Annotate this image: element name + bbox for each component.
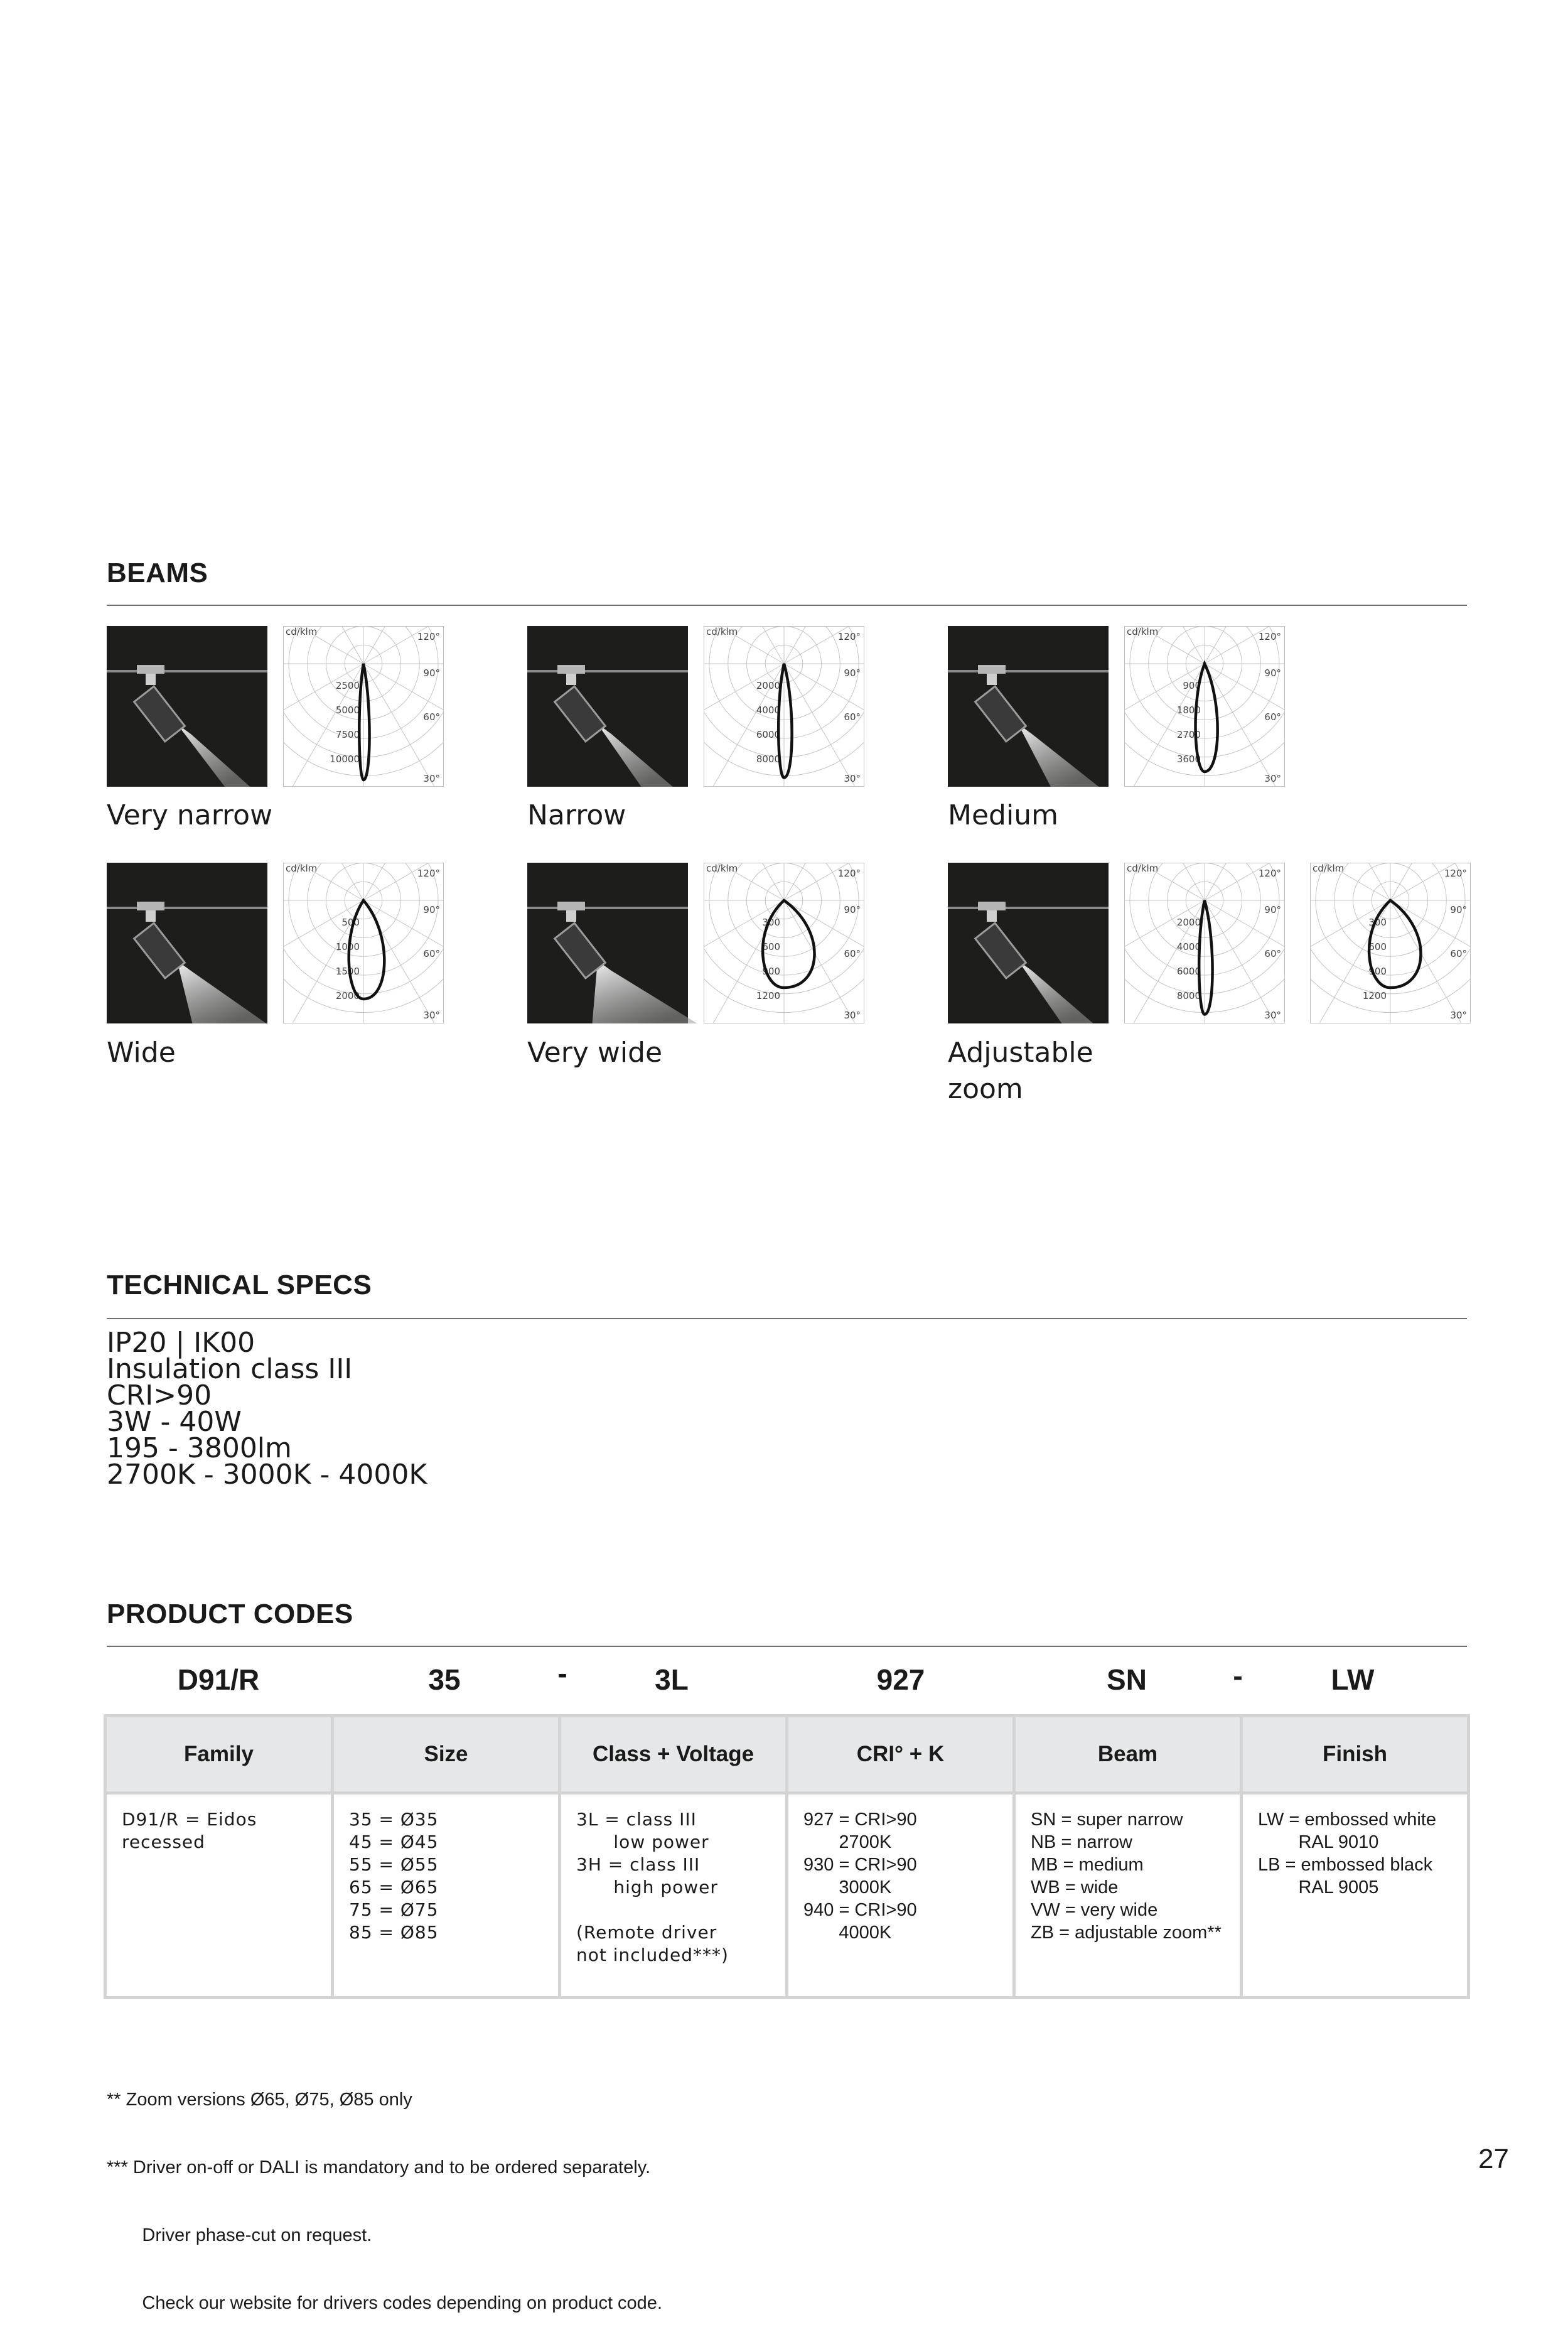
beam-photo-graphic bbox=[948, 863, 1109, 1023]
angle-label: 60° bbox=[844, 948, 861, 959]
polar-chart-zoom-narrow bbox=[1124, 863, 1285, 1023]
code-finish: LW bbox=[1331, 1663, 1375, 1696]
angle-label: 30° bbox=[844, 773, 861, 784]
cell-family: D91/R = Eidos recessed bbox=[105, 1793, 333, 1998]
page-number: 27 bbox=[1478, 2144, 1509, 2174]
angle-label: 30° bbox=[1450, 1010, 1467, 1021]
code-separator: - bbox=[557, 1657, 567, 1690]
angle-label: 90° bbox=[423, 667, 440, 679]
angle-label: 60° bbox=[423, 711, 440, 723]
scale-label: 4000 bbox=[1176, 941, 1201, 953]
table-header-row bbox=[105, 1716, 1469, 1793]
fixture-joint bbox=[146, 674, 156, 685]
cell-size: 35 = Ø35 45 = Ø45 55 = Ø55 65 = Ø65 75 = Ø75 85 = Ø85 bbox=[333, 1793, 560, 1998]
unit-label: cd/klm bbox=[286, 863, 318, 874]
fixture-trim bbox=[978, 902, 1006, 910]
fixture-trim bbox=[557, 665, 585, 674]
scale-label: 8000 bbox=[1176, 990, 1201, 1001]
beam-photo-narrow bbox=[527, 626, 688, 787]
cell-beam: SN = super narrow NB = narrow MB = medium WB = wide VW = very wide ZB = adjustable zoom** bbox=[1014, 1793, 1242, 1998]
polar-chart-graphic bbox=[1124, 626, 1285, 787]
polar-chart-graphic bbox=[283, 863, 444, 1023]
footnotes bbox=[107, 2043, 662, 2337]
angle-label: 90° bbox=[1264, 667, 1281, 679]
spec-line: 3W - 40W bbox=[107, 1406, 242, 1438]
polar-chart-zoom-wide bbox=[1310, 863, 1471, 1023]
technical-specs-divider bbox=[107, 1318, 1467, 1319]
scale-label: 900 bbox=[1368, 966, 1387, 977]
scale-label: 900 bbox=[1183, 680, 1201, 691]
scale-label: 2000 bbox=[1176, 917, 1201, 928]
scale-label: 1800 bbox=[1176, 704, 1201, 716]
beam-label-adjustable-zoom: Adjustable zoom bbox=[948, 1037, 1093, 1105]
spec-line: Insulation class III bbox=[107, 1353, 353, 1385]
scale-label: 1200 bbox=[1362, 990, 1387, 1001]
angle-label: 30° bbox=[423, 1010, 440, 1021]
unit-label: cd/klm bbox=[706, 863, 738, 874]
polar-chart-graphic bbox=[704, 626, 864, 787]
beam-photo-wide bbox=[107, 863, 267, 1023]
cell-cri-k: 927 = CRI>90 2700K 930 = CRI>90 3000K 940 = CRI>90 4000K bbox=[787, 1793, 1014, 1998]
technical-specs-title: TECHNICAL SPECS bbox=[107, 1270, 372, 1300]
polar-chart-graphic bbox=[1310, 863, 1471, 1023]
light-beam bbox=[598, 724, 673, 787]
fixture-joint bbox=[987, 674, 997, 685]
fixture-joint bbox=[146, 910, 156, 922]
code-cri-k: 927 bbox=[876, 1663, 925, 1696]
scale-label: 8000 bbox=[756, 753, 780, 765]
spec-list bbox=[107, 1327, 427, 1491]
code-size: 35 bbox=[428, 1663, 461, 1696]
scale-label: 500 bbox=[341, 917, 360, 928]
scale-label: 300 bbox=[762, 917, 780, 928]
spec-line: IP20 | IK00 bbox=[107, 1327, 255, 1359]
beam-label-medium: Medium bbox=[948, 799, 1058, 831]
unit-label: cd/klm bbox=[1127, 863, 1159, 874]
angle-label: 120° bbox=[837, 631, 861, 642]
product-codes-table bbox=[104, 1714, 1470, 1999]
cell-class-voltage: 3L = class III low power 3H = class III high power (Remote driver not included***) bbox=[560, 1793, 787, 1998]
unit-label: cd/klm bbox=[706, 626, 738, 637]
beam-photo-graphic bbox=[107, 863, 267, 1023]
beams-title: BEAMS bbox=[107, 558, 208, 588]
code-beam: SN bbox=[1107, 1663, 1147, 1696]
beam-photo-graphic bbox=[948, 626, 1109, 787]
fixture-joint bbox=[566, 910, 576, 922]
fixture-body bbox=[555, 686, 606, 742]
scale-label: 900 bbox=[762, 966, 780, 977]
spec-line: CRI>90 bbox=[107, 1379, 212, 1411]
fixture-joint bbox=[987, 910, 997, 922]
beam-label-very-wide: Very wide bbox=[527, 1037, 663, 1069]
fixture-trim bbox=[557, 902, 585, 910]
angle-label: 90° bbox=[1450, 904, 1467, 915]
product-codes-divider bbox=[107, 1646, 1467, 1647]
unit-label: cd/klm bbox=[286, 626, 318, 637]
unit-label: cd/klm bbox=[1313, 863, 1345, 874]
light-beam bbox=[593, 961, 697, 1023]
angle-label: 60° bbox=[423, 948, 440, 959]
angle-label: 120° bbox=[1258, 631, 1281, 642]
scale-label: 600 bbox=[1368, 941, 1387, 953]
scale-label: 6000 bbox=[1176, 966, 1201, 977]
angle-label: 60° bbox=[1264, 948, 1281, 959]
beam-photo-very-narrow bbox=[107, 626, 267, 787]
fixture-body bbox=[134, 923, 185, 978]
scale-label: 2000 bbox=[335, 990, 360, 1001]
scale-label: 5000 bbox=[335, 704, 360, 716]
polar-chart-graphic bbox=[1124, 863, 1285, 1023]
column-header-finish: Finish bbox=[1242, 1716, 1469, 1793]
beam-label-very-narrow: Very narrow bbox=[107, 799, 273, 831]
footnote: Check our website for drivers codes depending on product code. bbox=[107, 2293, 662, 2313]
scale-label: 6000 bbox=[756, 729, 780, 740]
angle-label: 120° bbox=[1444, 868, 1467, 879]
polar-chart-graphic bbox=[704, 863, 864, 1023]
light-beam bbox=[177, 724, 250, 787]
light-beam bbox=[1018, 961, 1093, 1023]
scale-label: 2700 bbox=[1176, 729, 1201, 740]
column-header-class-voltage: Class + Voltage bbox=[560, 1716, 787, 1793]
scale-label: 1000 bbox=[335, 941, 360, 953]
scale-label: 3600 bbox=[1176, 753, 1201, 765]
scale-label: 600 bbox=[762, 941, 780, 953]
spec-line: 195 - 3800lm bbox=[107, 1432, 292, 1464]
angle-label: 90° bbox=[423, 904, 440, 915]
beams-divider bbox=[107, 605, 1467, 606]
polar-chart-graphic bbox=[283, 626, 444, 787]
angle-label: 120° bbox=[417, 631, 440, 642]
code-class-voltage: 3L bbox=[655, 1663, 689, 1696]
scale-label: 1500 bbox=[335, 966, 360, 977]
angle-label: 30° bbox=[423, 773, 440, 784]
product-codes-title: PRODUCT CODES bbox=[107, 1599, 353, 1629]
scale-label: 1200 bbox=[756, 990, 780, 1001]
angle-label: 60° bbox=[1450, 948, 1467, 959]
angle-label: 30° bbox=[844, 1010, 861, 1021]
beam-label-wide: Wide bbox=[107, 1037, 176, 1069]
fixture-body bbox=[134, 686, 185, 742]
angle-label: 90° bbox=[844, 904, 861, 915]
angle-label: 30° bbox=[1264, 773, 1281, 784]
column-header-family: Family bbox=[105, 1716, 333, 1793]
scale-label: 300 bbox=[1368, 917, 1387, 928]
light-beam bbox=[1018, 724, 1099, 787]
angle-label: 60° bbox=[1264, 711, 1281, 723]
fixture-trim bbox=[137, 665, 164, 674]
footnote: ** Zoom versions Ø65, Ø75, Ø85 only bbox=[107, 2090, 412, 2110]
angle-label: 90° bbox=[844, 667, 861, 679]
scale-label: 2500 bbox=[335, 680, 360, 691]
beam-photo-medium bbox=[948, 626, 1109, 787]
column-header-beam: Beam bbox=[1014, 1716, 1242, 1793]
scale-label: 7500 bbox=[335, 729, 360, 740]
polar-chart-very-narrow bbox=[283, 626, 444, 787]
polar-chart-narrow bbox=[704, 626, 864, 787]
angle-label: 90° bbox=[1264, 904, 1281, 915]
angle-label: 30° bbox=[1264, 1010, 1281, 1021]
scale-label: 2000 bbox=[756, 680, 780, 691]
angle-label: 60° bbox=[844, 711, 861, 723]
angle-label: 120° bbox=[1258, 868, 1281, 879]
column-header-size: Size bbox=[333, 1716, 560, 1793]
code-family: D91/R bbox=[177, 1663, 260, 1696]
scale-label: 4000 bbox=[756, 704, 780, 716]
beam-photo-very-wide bbox=[527, 863, 688, 1023]
footnote: *** Driver on-off or DALI is mandatory and to be ordered separately. bbox=[107, 2157, 651, 2178]
angle-label: 120° bbox=[417, 868, 440, 879]
scale-label: 10000 bbox=[330, 753, 360, 765]
polar-chart-medium bbox=[1124, 626, 1285, 787]
grid-spoke bbox=[1205, 538, 1422, 664]
angle-label: 120° bbox=[837, 868, 861, 879]
polar-chart-very-wide bbox=[704, 863, 864, 1023]
light-beam bbox=[177, 961, 266, 1023]
fixture-body bbox=[975, 686, 1026, 742]
beam-photo-adjustable-zoom bbox=[948, 863, 1109, 1023]
beam-label-narrow: Narrow bbox=[527, 799, 626, 831]
column-header-cri-k: CRI° + K bbox=[787, 1716, 1014, 1793]
table-row bbox=[105, 1793, 1469, 1998]
fixture-joint bbox=[566, 674, 576, 685]
cell-finish: LW = embossed white RAL 9010 LB = embossed black RAL 9005 bbox=[1242, 1793, 1469, 1998]
beam-photo-graphic bbox=[527, 863, 688, 1023]
code-separator: - bbox=[1233, 1660, 1243, 1692]
beam-photo-graphic bbox=[107, 626, 267, 787]
fixture-trim bbox=[137, 902, 164, 910]
fixture-trim bbox=[978, 665, 1006, 674]
unit-label: cd/klm bbox=[1127, 626, 1159, 637]
beam-photo-graphic bbox=[527, 626, 688, 787]
footnote: Driver phase-cut on request. bbox=[107, 2225, 372, 2245]
polar-chart-wide bbox=[283, 863, 444, 1023]
spec-line: 2700K - 3000K - 4000K bbox=[107, 1459, 427, 1491]
fixture-body bbox=[975, 923, 1026, 978]
